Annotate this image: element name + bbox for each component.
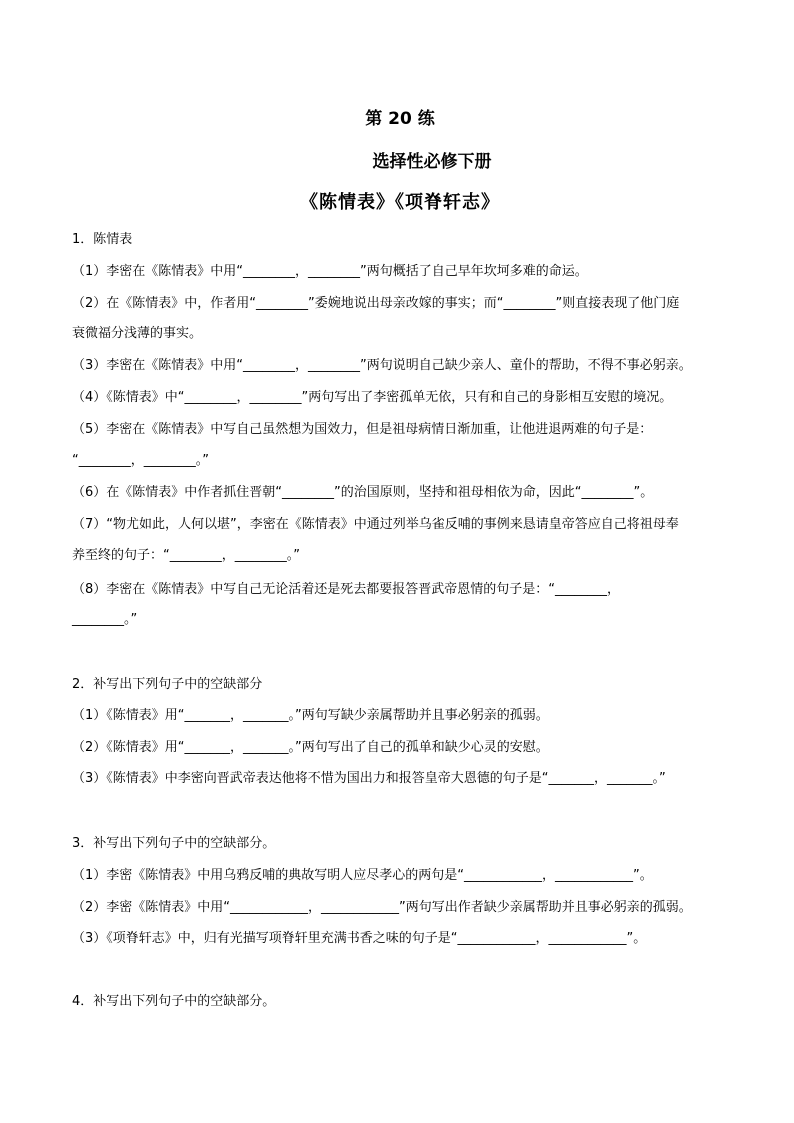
- q2-item-2: （2）《陈情表》用“_______，_______。”两句写出了自己的孤单和缺少心灵的安慰。: [72, 740, 549, 755]
- q1-item-7-cont: 养至终的句子：“________，________。”: [72, 548, 300, 563]
- q1-item-2-cont: 衰微福分浅薄的事实。: [72, 326, 203, 341]
- q2-item-1: （1）《陈情表》用“_______，_______。”两句写缺少亲属帮助并且事必躬亲的孤弱。: [72, 708, 549, 723]
- q3-item-3: （3）《项脊轩志》中，归有光描写项脊轩里充满书香之味的句子是“____________，____________”。: [72, 931, 647, 946]
- q1-item-7: （7）“物尤如此，人何以堪”，李密在《陈情表》中通过列举乌雀反哺的事例来恳请皇帝答应自己将祖母奉: [72, 517, 679, 532]
- question-4-heading: 4．补写出下列句子中的空缺部分。: [72, 994, 276, 1009]
- q1-item-3: （3）李密在《陈情表》中用“________，________”两句说明自己缺少亲人、童仆的帮助，不得不事必躬亲。: [72, 358, 692, 373]
- question-2-heading: 2．补写出下列句子中的空缺部分: [72, 677, 263, 692]
- question-1-heading: 1．陈情表: [72, 232, 133, 247]
- q1-item-8-cont: ________。”: [72, 612, 138, 627]
- q1-item-5-cont: “________，________。”: [72, 453, 209, 468]
- q1-item-2: （2）在《陈情表》中，作者用“________”委婉地说出母亲改嫁的事实；而“________”则直接表现了他门庭: [72, 296, 680, 311]
- lesson-title: 第 20 练: [365, 109, 435, 129]
- texts-title: 《陈情表》《项脊轩志》: [300, 192, 500, 213]
- q2-item-3: （3）《陈情表》中李密向晋武帝表达他将不惜为国出力和报答皇帝大恩德的句子是“_______，_______。”: [72, 771, 666, 786]
- q1-item-8: （8）李密在《陈情表》中写自己无论活着还是死去都要报答晋武帝恩情的句子是：“________，: [72, 582, 621, 597]
- q1-item-1: （1）李密在《陈情表》中用“________，________”两句概括了自己早年坎坷多难的命运。: [72, 264, 588, 279]
- q1-item-6: （6）在《陈情表》中作者抓住晋朝“________”的治国原则，坚持和祖母相依为命，因此“________”。: [72, 485, 654, 500]
- q1-item-4: （4）《陈情表》中“________，________”两句写出了李密孤单无依，只有和自己的身影相互安慰的境况。: [72, 390, 673, 405]
- q3-item-2: （2）李密《陈情表》中用“____________，____________”两句写出作者缺少亲属帮助并且事必躬亲的孤弱。: [72, 900, 692, 915]
- volume-title: 选择性必修下册: [372, 152, 492, 172]
- q3-item-1: （1）李密《陈情表》中用乌鸦反哺的典故写明人应尽孝心的两句是“____________，____________”。: [72, 868, 653, 883]
- question-3-heading: 3．补写出下列句子中的空缺部分。: [72, 836, 276, 851]
- q1-item-5: （5）李密在《陈情表》中写自己虽然想为国效力，但是祖母病情日渐加重，让他进退两难的句子是：: [72, 422, 653, 437]
